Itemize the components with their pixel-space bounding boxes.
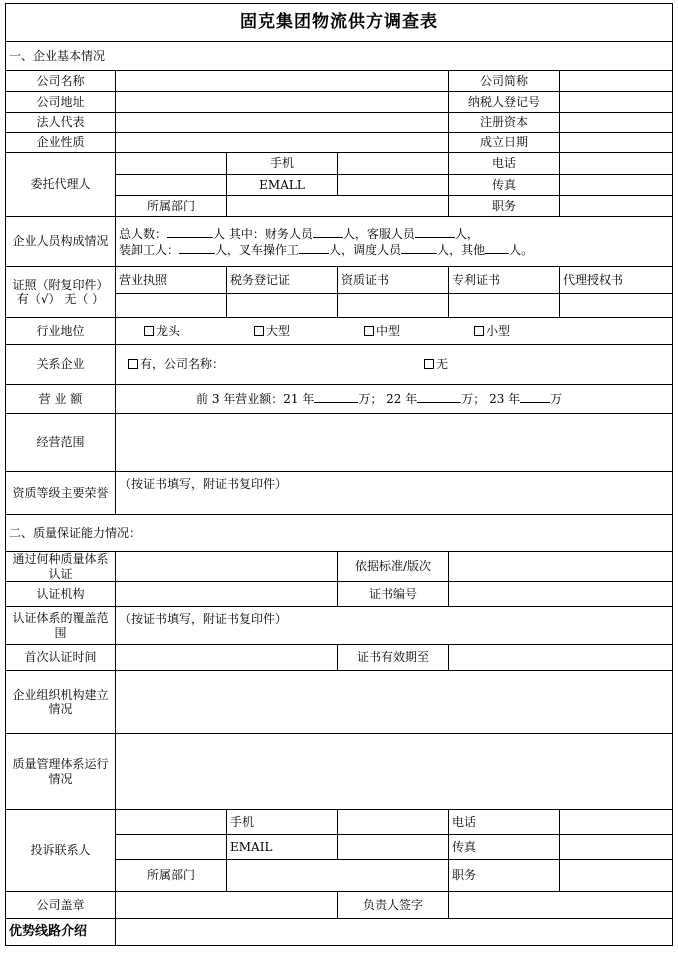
related-options [116, 345, 673, 385]
agent-phone-label: 电话 [449, 153, 560, 175]
section-1-heading: 一、企业基本情况 [6, 42, 673, 71]
company-name-field[interactable] [116, 71, 449, 92]
company-short-label: 公司简称 [449, 71, 560, 92]
company-short-field[interactable] [560, 71, 673, 92]
agent-phone-field[interactable] [560, 153, 673, 175]
qms-field[interactable] [116, 734, 673, 810]
cert-business-license-field[interactable] [116, 294, 227, 318]
agent-dept-label: 所属部门 [116, 196, 227, 217]
complaint-phone-field[interactable] [560, 810, 673, 835]
cert-qualification: 资质证书 [338, 267, 449, 294]
option-small[interactable]: 小型 [474, 324, 584, 338]
checkbox-icon[interactable] [424, 359, 434, 369]
company-address-field[interactable] [116, 92, 449, 113]
routes-label: 优势线路介绍 [6, 919, 116, 946]
complaint-email-label: EMAIL [227, 835, 338, 860]
cert-qualification-field[interactable] [338, 294, 449, 318]
complaint-mobile-label: 手机 [227, 810, 338, 835]
certs-label: 证照（附复印件）有（√） 无（ ） [6, 267, 116, 318]
staff-field[interactable]: 总人数： 人 其中：财务人员 人，客服人员 人， 装卸工人： 人，叉车操作工 人，调度人员 人，其他 人。 [116, 217, 673, 267]
cert-business-license: 营业执照 [116, 267, 227, 294]
industry-label: 行业地位 [6, 318, 116, 345]
cert-tax-registration: 税务登记证 [227, 267, 338, 294]
system-field[interactable] [116, 552, 338, 582]
system-label: 通过何种质量体系认证 [6, 552, 116, 582]
agent-mobile-field[interactable] [338, 153, 449, 175]
cert-no-field[interactable] [449, 582, 673, 607]
option-large[interactable]: 大型 [254, 324, 364, 338]
form-title: 固克集团物流供方调查表 [6, 4, 673, 42]
checkbox-icon[interactable] [474, 326, 484, 336]
revenue-label: 营 业 额 [6, 385, 116, 414]
company-name-label: 公司名称 [6, 71, 116, 92]
agent-position-field[interactable] [560, 196, 673, 217]
complaint-phone-label: 电话 [449, 810, 560, 835]
complaint-blank-2[interactable] [116, 835, 227, 860]
routes-field[interactable] [116, 919, 673, 946]
section-2-heading: 二、质量保证能力情况： [6, 515, 673, 552]
agent-blank[interactable] [116, 153, 227, 175]
company-type-label: 企业性质 [6, 133, 116, 153]
standard-label: 依据标准/版次 [338, 552, 449, 582]
complaint-dept-field[interactable] [227, 860, 449, 892]
agent-fax-field[interactable] [560, 175, 673, 196]
cert-tax-registration-field[interactable] [227, 294, 338, 318]
founded-label: 成立日期 [449, 133, 560, 153]
cert-no-label: 证书编号 [338, 582, 449, 607]
complaint-mobile-field[interactable] [338, 810, 449, 835]
company-address-label: 公司地址 [6, 92, 116, 113]
valid-until-field[interactable] [449, 645, 673, 671]
complaint-fax-field[interactable] [560, 835, 673, 860]
scope-field[interactable] [116, 414, 673, 472]
company-type-field[interactable] [116, 133, 449, 153]
first-time-field[interactable] [116, 645, 338, 671]
revenue-field: 前 3 年营业额：21 年 万； 22 年 万； 23 年 万 [116, 385, 673, 414]
agent-dept-field[interactable] [227, 196, 449, 217]
qualification-label: 资质等级主要荣誉 [6, 472, 116, 515]
complaint-fax-label: 传真 [449, 835, 560, 860]
related-no-option[interactable]: 无 [424, 357, 448, 371]
seal-field[interactable] [116, 892, 338, 919]
cert-patent: 专利证书 [449, 267, 560, 294]
agent-email-field[interactable] [338, 175, 449, 196]
cert-body-field[interactable] [116, 582, 338, 607]
qms-label: 质量管理体系运行情况 [6, 734, 116, 810]
seal-label: 公司盖章 [6, 892, 116, 919]
staff-label: 企业人员构成情况 [6, 217, 116, 267]
valid-until-label: 证书有效期至 [338, 645, 449, 671]
survey-form-table [5, 3, 673, 946]
complaint-email-field[interactable] [338, 835, 449, 860]
signature-label: 负责人签字 [338, 892, 449, 919]
org-field[interactable] [116, 671, 673, 734]
org-label: 企业组织机构建立情况 [6, 671, 116, 734]
industry-options [116, 318, 673, 345]
agent-label: 委托代理人 [6, 153, 116, 217]
complaint-blank[interactable] [116, 810, 227, 835]
legal-rep-field[interactable] [116, 113, 449, 133]
founded-field[interactable] [560, 133, 673, 153]
coverage-field[interactable]: （按证书填写，附证书复印件） [116, 607, 673, 645]
signature-field[interactable] [449, 892, 673, 919]
qualification-field[interactable]: （按证书填写，附证书复印件） [116, 472, 673, 515]
coverage-label: 认证体系的覆盖范围 [6, 607, 116, 645]
complaint-label: 投诉联系人 [6, 810, 116, 892]
checkbox-icon[interactable] [364, 326, 374, 336]
option-medium[interactable]: 中型 [364, 324, 474, 338]
agent-position-label: 职务 [449, 196, 560, 217]
cert-body-label: 认证机构 [6, 582, 116, 607]
reg-capital-label: 注册资本 [449, 113, 560, 133]
agent-blank-2[interactable] [116, 175, 227, 196]
standard-field[interactable] [449, 552, 673, 582]
related-yes-option[interactable]: 有，公司名称： [128, 357, 424, 371]
taxpayer-no-field[interactable] [560, 92, 673, 113]
checkbox-icon[interactable] [254, 326, 264, 336]
cert-agency-authorization-field[interactable] [560, 294, 673, 318]
option-leader[interactable]: 龙头 [144, 324, 254, 338]
complaint-position-field[interactable] [560, 860, 673, 892]
taxpayer-no-label: 纳税人登记号 [449, 92, 560, 113]
complaint-position-label: 职务 [449, 860, 560, 892]
legal-rep-label: 法人代表 [6, 113, 116, 133]
agent-email-label: EMALL [227, 175, 338, 196]
checkbox-icon[interactable] [144, 326, 154, 336]
first-time-label: 首次认证时间 [6, 645, 116, 671]
cert-patent-field[interactable] [449, 294, 560, 318]
complaint-dept-label: 所属部门 [116, 860, 227, 892]
related-label: 关系企业 [6, 345, 116, 385]
agent-mobile-label: 手机 [227, 153, 338, 175]
cert-agency-authorization: 代理授权书 [560, 267, 673, 294]
scope-label: 经营范围 [6, 414, 116, 472]
checkbox-icon[interactable] [128, 359, 138, 369]
agent-fax-label: 传真 [449, 175, 560, 196]
reg-capital-field[interactable] [560, 113, 673, 133]
